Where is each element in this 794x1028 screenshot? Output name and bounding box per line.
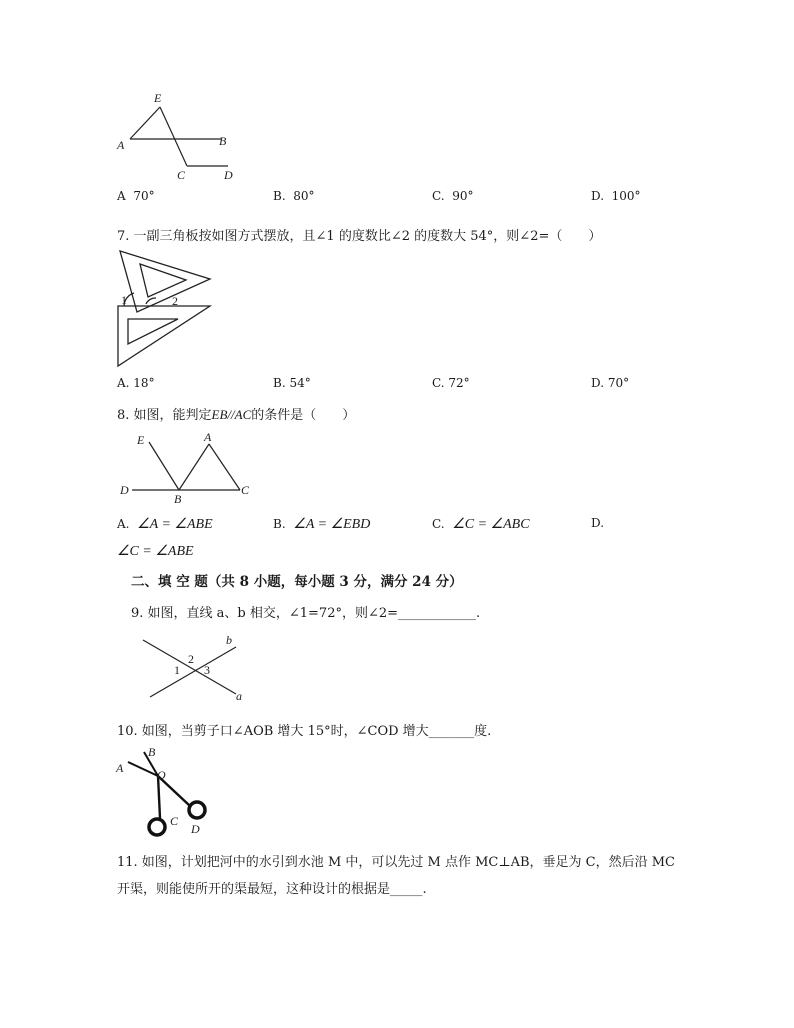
finger-ring-d (189, 802, 205, 818)
segment-eb (149, 442, 179, 490)
section-title: 二、填 空 题（共 8 小题，每小题 3 分，满分 24 分） (131, 574, 463, 590)
q6-option-c: C. 90° (432, 189, 474, 203)
label-a: A (116, 761, 124, 775)
q9-figure (140, 632, 260, 707)
handle-oc (158, 776, 160, 818)
line-a (143, 640, 236, 694)
label-b: B (148, 745, 156, 759)
segment-ae (130, 107, 160, 139)
segment-ac (209, 444, 240, 490)
set-square-top-outer (120, 251, 210, 312)
label-c: C (177, 168, 186, 182)
q6-option-a: A 70° (117, 189, 155, 203)
label-d: D (191, 822, 200, 836)
label-b: B (219, 134, 227, 148)
label-b: b (226, 633, 232, 647)
q8-option-c: C. ∠C = ∠ABC (432, 517, 530, 532)
label-b: B (174, 492, 182, 506)
angle-label-2: 2 (188, 652, 194, 666)
q6-option-b: B. 80° (273, 189, 315, 203)
q8-stem: 8. 如图，能判定EB//AC的条件是（ ） (117, 407, 356, 423)
q7-option-c: C. 72° (432, 376, 470, 390)
set-square-bottom-outer (118, 306, 210, 366)
q8-option-a: A. ∠A = ∠ABE (117, 517, 213, 532)
label-d: D (120, 483, 129, 497)
label-c: C (170, 814, 179, 828)
q10-figure (110, 744, 220, 840)
angle-label-2: 2 (172, 294, 178, 308)
q9-stem: 9. 如图，直线 a、b 相交，∠1=72°，则∠2=____________. (131, 606, 481, 621)
q10-stem: 10. 如图，当剪子口∠AOB 增大 15°时，∠COD 增大_______度. (117, 724, 492, 739)
angle-label-1: 1 (174, 663, 180, 677)
label-a: A (117, 138, 125, 152)
q8-option-d-letter: D. (591, 516, 605, 530)
angle-label-3: 3 (204, 663, 210, 677)
q8-option-b: B. ∠A = ∠EBD (273, 517, 371, 532)
angle-label-1: 1 (121, 293, 127, 307)
q7-option-a: A. 18° (117, 376, 155, 390)
q7-option-d: D. 70° (591, 376, 630, 390)
angle-arc-2 (146, 298, 156, 304)
label-e: E (154, 91, 162, 105)
label-a: A (204, 430, 212, 444)
label-a: a (236, 689, 242, 703)
q11-line1: 11. 如图，计划把河中的水引到水池 M 中，可以先过 M 点作 MC⊥AB，垂足为 C，然后沿 MC (117, 855, 675, 870)
label-c: C (241, 483, 250, 497)
label-o: O (157, 768, 166, 782)
q6-figure (110, 88, 250, 188)
finger-ring-c (149, 819, 165, 835)
segment-ba (179, 444, 209, 490)
q7-figure (110, 246, 220, 374)
label-d: D (224, 168, 233, 182)
segment-ec (160, 107, 187, 166)
q11-line2: 开渠，则能使所开的渠最短，这种设计的根据是_____. (117, 882, 427, 897)
q8-option-d: ∠C = ∠ABE (117, 544, 194, 559)
q7-option-b: B. 54° (273, 376, 311, 390)
q7-stem: 7. 一副三角板按如图方式摆放，且∠1 的度数比∠2 的度数大 54°，则∠2=（ ） (117, 229, 602, 244)
q6-option-d: D. 100° (591, 189, 641, 203)
q8-figure (115, 428, 255, 508)
label-e: E (137, 433, 145, 447)
